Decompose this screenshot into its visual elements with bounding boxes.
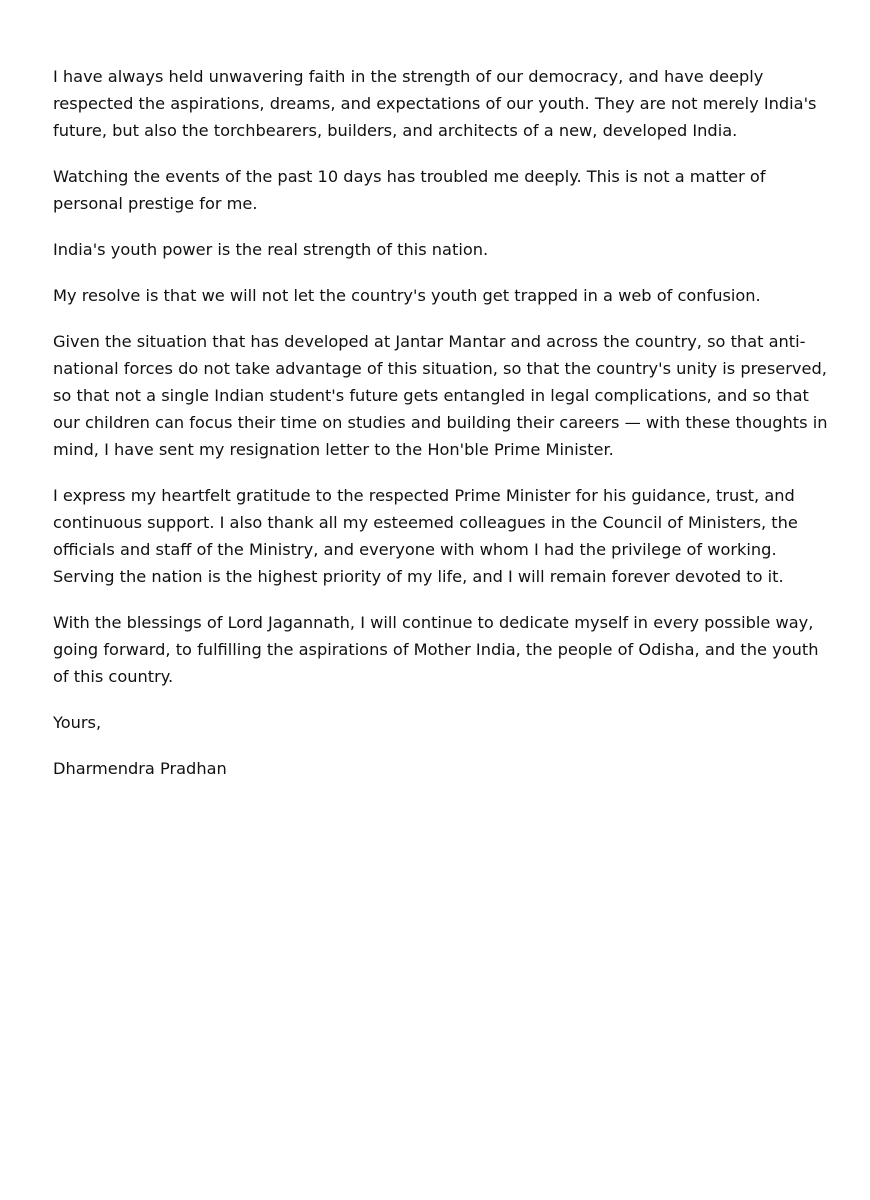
closing: Yours, [53,713,102,732]
paragraph-faith-in-democracy: I have always held unwavering faith in the strength of our democracy, and have deeply respected the aspirations, dreams, and expectations of our youth. They are not merely India's future, but also the torchbearers, builders, and architects of a new, developed India. [53,67,817,140]
paragraph-resignation: Given the situation that has developed at Jantar Mantar and across the country, so that anti-national forces do not take advantage of this situation, so that the country's unity is preserved, so that not a single Indian student's future gets entangled in legal complications, and so that our children can focus their time on studies and building their careers — with these thoughts in mind, I have sent my resignation letter to the Hon'ble Prime Minister. [53,332,828,459]
paragraph-resolve: My resolve is that we will not let the country's youth get trapped in a web of confusion. [53,286,761,305]
paragraph-past-10-days: Watching the events of the past 10 days has troubled me deeply. This is not a matter of personal prestige for me. [53,167,766,213]
paragraph-blessings: With the blessings of Lord Jagannath, I will continue to dedicate myself in every possible way, going forward, to fulfilling the aspirations of Mother India, the people of Odisha, and the youth of this country. [53,613,819,686]
signature: Dharmendra Pradhan [53,759,227,778]
paragraph-gratitude: I express my heartfelt gratitude to the respected Prime Minister for his guidance, trust, and continuous support. I also thank all my esteemed colleagues in the Council of Ministers, the officials and staff of the Ministry, and everyone with whom I had the privilege of working. Serving the nation is the highest priority of my life, and I will remain forever devoted to it. [53,486,798,586]
letter-body [53,63,833,801]
paragraph-youth-power: India's youth power is the real strength of this nation. [53,240,489,259]
